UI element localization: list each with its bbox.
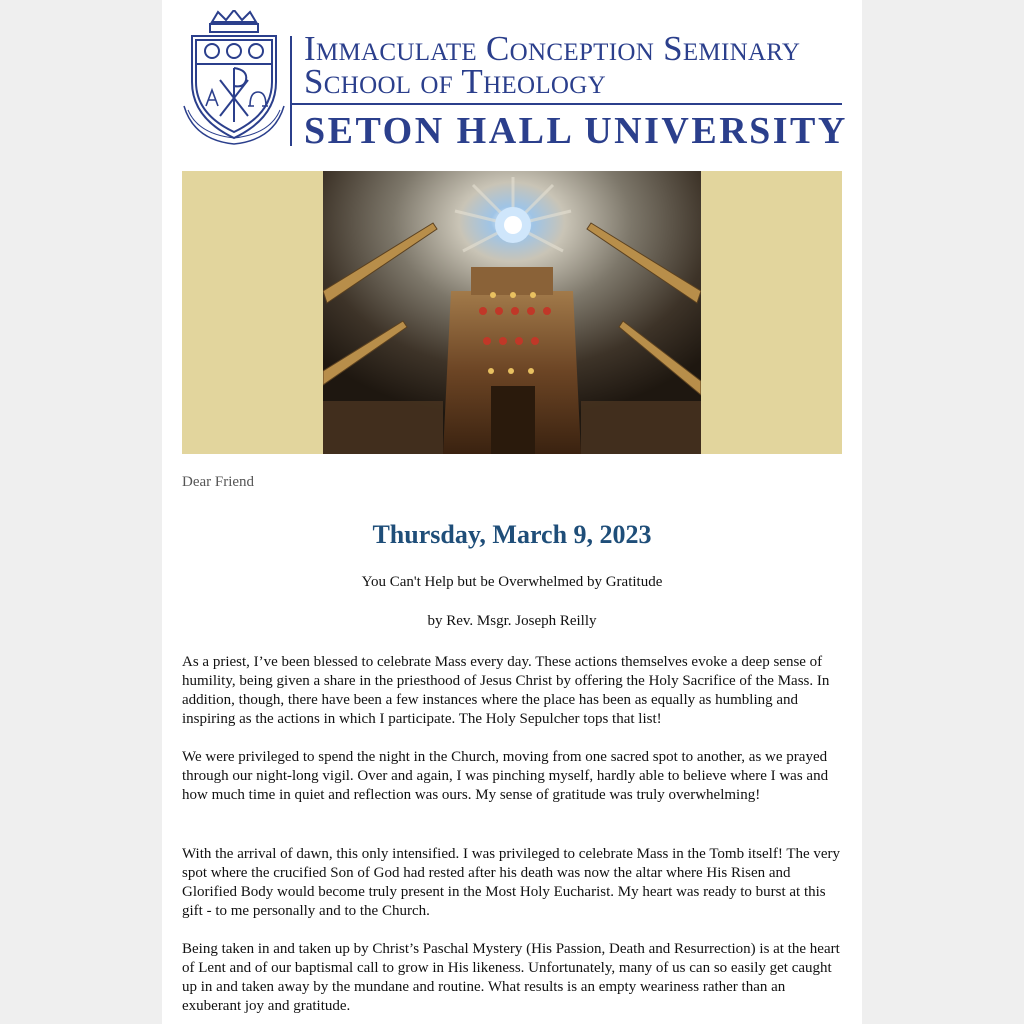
header-logo[interactable] bbox=[182, 8, 848, 152]
university-name: SETON HALL UNIVERSITY bbox=[304, 110, 848, 152]
header-divider-horizontal bbox=[292, 103, 842, 105]
paragraph-2: We were privileged to spend the night in the Church, moving from one sacred spot to another, as we prayed through our night-long vigil. Over and again, I was pinching myself, hardly able to believe where I was and how much time in quiet and reflection was ours. My sense of gratitude was truly overwhelming! bbox=[182, 749, 829, 803]
hero-banner bbox=[182, 171, 842, 454]
email-body bbox=[162, 0, 862, 1024]
institution-name-line1: Immaculate Conception Seminary bbox=[304, 29, 801, 68]
paragraph-1: As a priest, I’ve been blessed to celebrate Mass every day. These actions themselves evoke a deep sense of humility, being given a share in the priesthood of Jesus Christ by offering the Holy Sacrifice of the Mass. In addition, though, there have been a few instances where the place has been as equally as humbling and inspiring as the actions in which I participate. The Holy Sepulcher tops that list! bbox=[182, 654, 830, 727]
greeting: Dear Friend bbox=[182, 474, 255, 490]
institution-name-line2: School of Theology bbox=[304, 62, 606, 101]
seminary-crest-icon bbox=[182, 10, 286, 148]
paragraph-4: Being taken in and taken up by Christ’s Paschal Mystery (His Passion, Death and Resurrection) is at the heart of Lent and of our baptismal call to grow in His likeness. Unfortunately, many of us can so easily get caught up in and taken away by the mundane and routine. What results is an empty weariness rather than an exuberant joy and gratitude. bbox=[182, 941, 840, 1014]
letter-title: You Can't Help but be Overwhelmed by Gratitude bbox=[361, 574, 663, 590]
header-divider-vertical bbox=[290, 36, 292, 146]
letter-date: Thursday, March 9, 2023 bbox=[372, 520, 652, 549]
paragraph-3: With the arrival of dawn, this only intensified. I was privileged to celebrate Mass in the Tomb itself! The very spot where the crucified Son of God had rested after his death was now the altar where His Risen and Glorified Body would become truly present in the Most Holy Eucharist. My heart was ready to burst at this gift - to me personally and to the Church. bbox=[182, 846, 841, 919]
church-dome-interior-photo[interactable] bbox=[323, 171, 701, 454]
letter-byline: by Rev. Msgr. Joseph Reilly bbox=[427, 613, 597, 629]
